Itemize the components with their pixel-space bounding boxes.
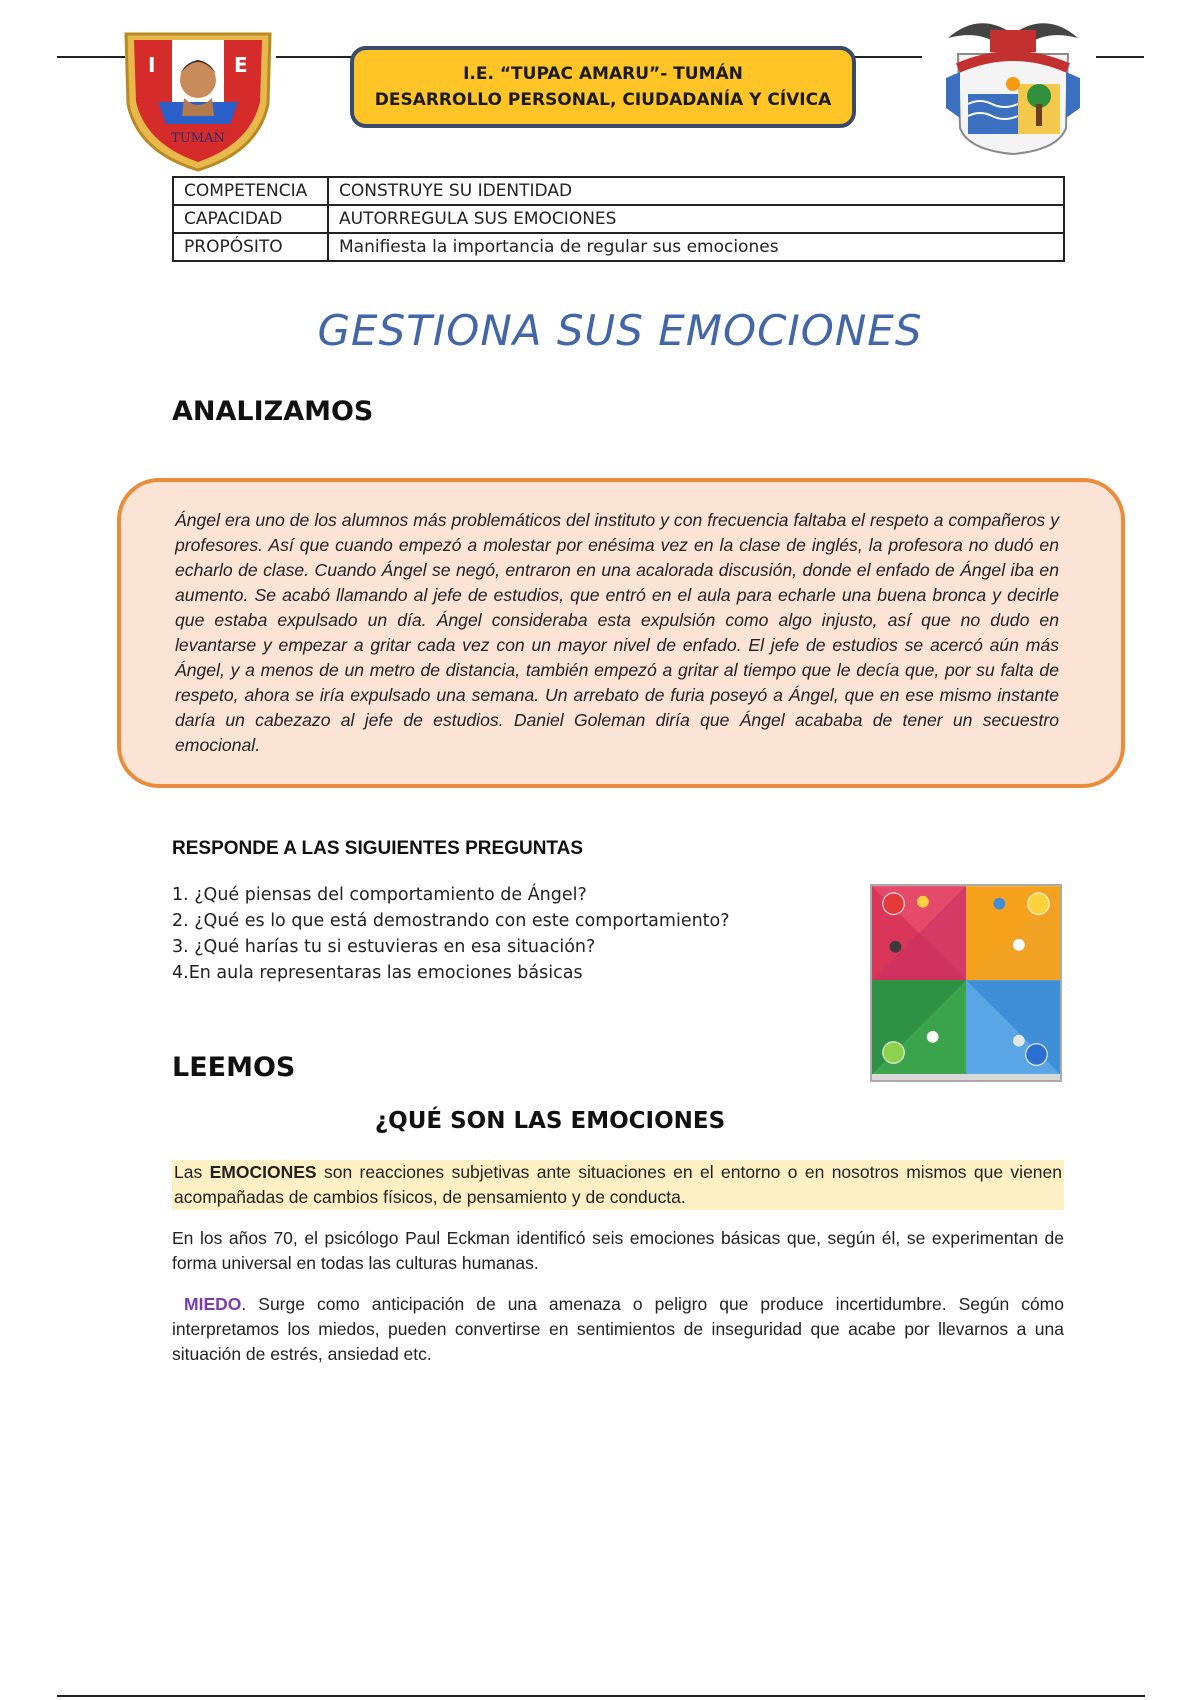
competency-table [172,176,1065,262]
list-item: 4.En aula representaras las emociones básicas [172,963,583,983]
table-key: CAPACIDAD [173,205,328,233]
crest-letter-e: E [234,53,248,77]
section-subheading-emociones: ¿QUÉ SON LAS EMOCIONES [374,1108,726,1134]
course-name: DESARROLLO PERSONAL, CIUDADANÍA Y CÍVICA [374,90,832,110]
footer-rule [57,1695,1145,1697]
list-item: 1. ¿Qué piensas del comportamiento de Ángel? [172,885,587,905]
section-heading-leemos: LEEMOS [172,1052,296,1083]
question-list [172,882,730,986]
eckman-paragraph: En los años 70, el psicólogo Paul Eckman identificó seis emociones básicas que, según él, se experimentan de forma universal en todas las culturas humanas. [172,1228,1064,1273]
list-item: 3. ¿Qué harías tu si estuvieras en esa situación? [172,937,596,957]
definition-paragraph [172,1160,1064,1210]
definition-rest: son reacciones subjetivas ante situaciones en el entorno o en nosotros mismos que vienen acompañadas de cambios físicos, de pensamiento y de conducta. [174,1162,1062,1207]
list-item: 2. ¿Qué es lo que está demostrando con este comportamiento? [172,911,730,931]
header-rule-mid-left [276,56,352,58]
keyword-miedo: MIEDO [184,1294,242,1314]
story-text: Ángel era uno de los alumnos más problemáticos del instituto y con frecuencia faltaba el respeto a compañeros y profesores. Así que cuando empezó a molestar por enésima vez en la clase de inglés, la profesora no dudó en echarlo de clase. Cuando Ángel se negó, entraron en una acalorada discusión, donde el enfado de Ángel iba en aumento. Se acabó llamando al jefe de estudios, que entró en el aula para echarle una buena bronca y decirle que estaba expulsado un día. Ángel consideraba esta expulsión como algo injusto, así que no dudo en levantarse y empezar a gritar cada vez con un mayor nivel de enfado. El jefe de estudios se acercó aún más Ángel, y a menos de un metro de distancia, también empezó a gritar al tiempo que le decía que, por su falta de respeto, ahora se iría expulsado una semana. Un arrebato de furia poseyó a Ángel, que en ese mismo instante daría un cabezazo al jefe de estudios. Daniel Goleman diría que Ángel acababa de tener un secuestro emocional. [175,510,1059,755]
table-key: COMPETENCIA [173,177,328,205]
miedo-paragraph [172,1292,1064,1367]
emotions-game-image [870,884,1062,1082]
crest-letter-i: I [148,53,156,77]
section-heading-responde: RESPONDE A LAS SIGUIENTES PREGUNTAS [172,838,584,859]
school-name: I.E. “TUPAC AMARU”- TUMÁN [463,63,743,84]
table-value: AUTORREGULA SUS EMOCIONES [328,205,1064,233]
story-box [117,478,1125,788]
crest-name: TUMAN [171,131,225,146]
page-title: GESTIONA SUS EMOCIONES [317,306,923,355]
table-row [173,233,1064,261]
header-rule-right [1096,56,1144,58]
section-heading-analizamos: ANALIZAMOS [172,396,374,427]
header-title-box [350,46,856,128]
table-row [173,205,1064,233]
header-rule-left [57,56,125,58]
header-rule-mid-right [854,56,922,58]
school-emblem-logo [928,8,1098,158]
keyword-emociones: EMOCIONES [209,1162,317,1182]
school-crest-logo [118,24,278,174]
table-key: PROPÓSITO [173,233,328,261]
table-value: Manifiesta la importancia de regular sus emociones [328,233,1064,261]
table-row [173,177,1064,205]
miedo-rest: . Surge como anticipación de una amenaza o peligro que produce incertidumbre. Según cómo interpretamos los miedos, pueden convertirse en sentimientos de inseguridad que acabe por llevarnos a una situación de estrés, ansiedad etc. [172,1294,1064,1364]
definition-intro: Las [174,1162,210,1182]
table-value: CONSTRUYE SU IDENTIDAD [328,177,1064,205]
